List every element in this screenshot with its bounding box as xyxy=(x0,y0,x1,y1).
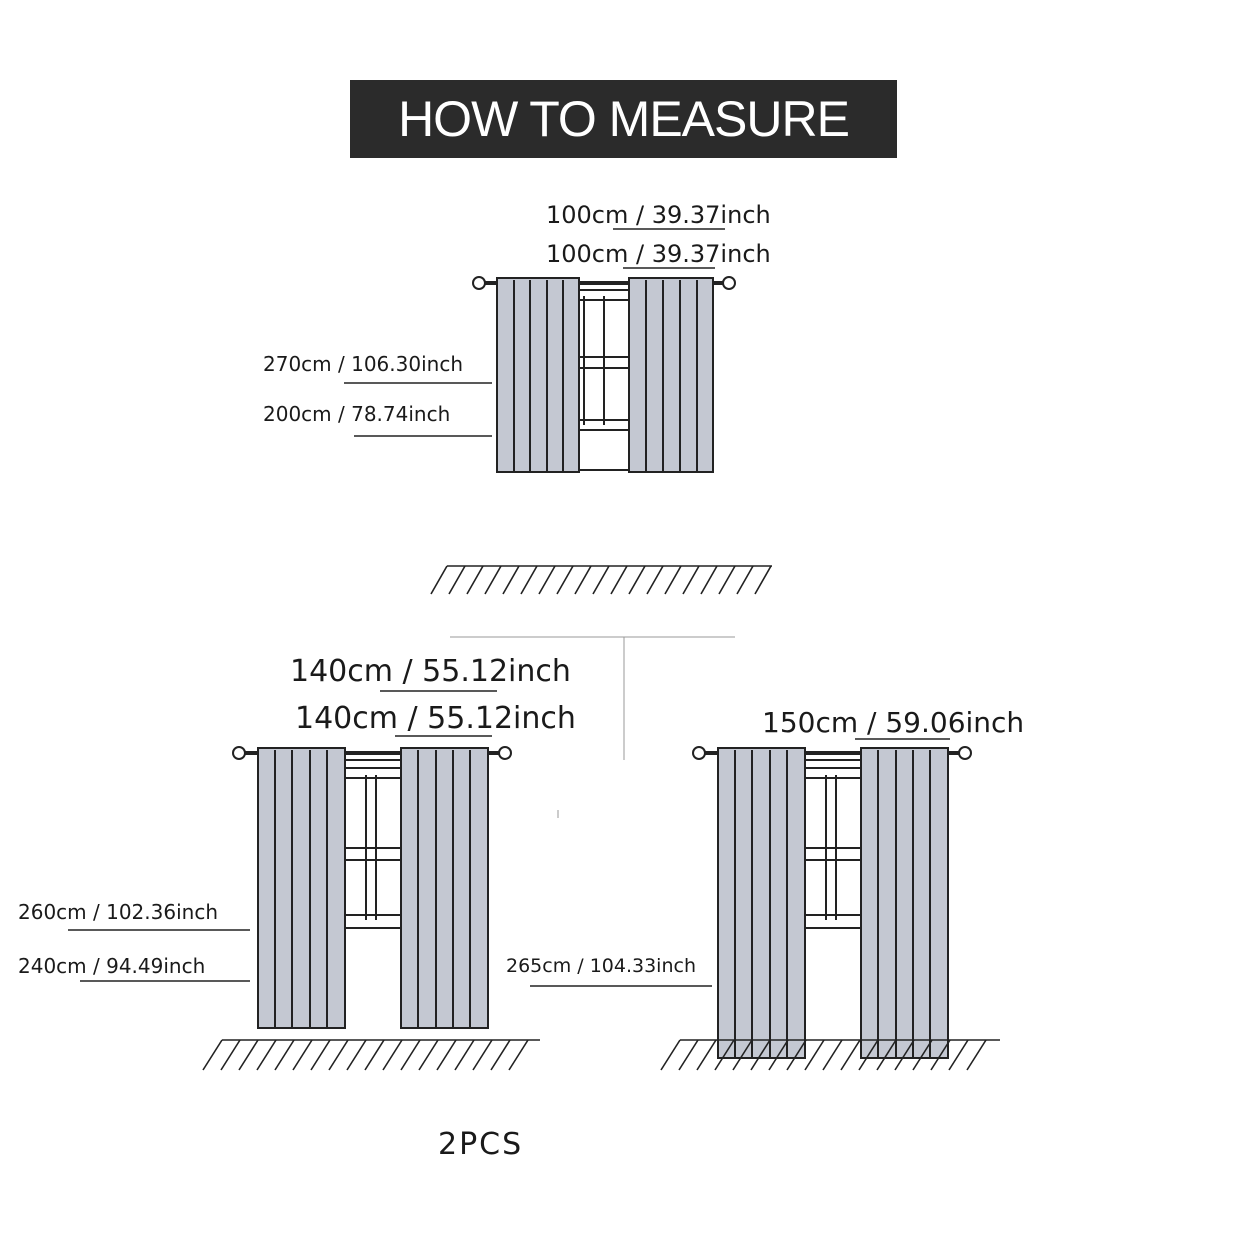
curtain-panel-left xyxy=(718,748,805,1058)
curtain-panel-left xyxy=(258,748,345,1028)
floor-hatch xyxy=(203,1040,540,1070)
length-label: 260cm / 102.36inch xyxy=(18,900,218,924)
curtain-panel-right xyxy=(401,748,488,1028)
length-label: 240cm / 94.49inch xyxy=(18,954,206,978)
window-frame xyxy=(805,760,861,928)
window-frame xyxy=(578,290,630,470)
curtain-panel-right xyxy=(629,278,713,472)
width-label: 140cm / 55.12inch xyxy=(295,701,576,736)
window-frame xyxy=(345,760,401,928)
width-label: 100cm / 39.37inch xyxy=(546,201,771,229)
diagram3-drawing xyxy=(530,739,1000,1070)
floor-hatch xyxy=(661,1040,1000,1070)
diagram2-drawing xyxy=(68,691,540,1070)
length-label: 200cm / 78.74inch xyxy=(263,402,451,426)
width-label: 100cm / 39.37inch xyxy=(546,240,771,268)
width-label: 140cm / 55.12inch xyxy=(290,654,571,689)
floor-hatch xyxy=(431,566,772,594)
quantity-label: 2PCS xyxy=(438,1127,524,1162)
page-title: HOW TO MEASURE xyxy=(398,91,849,147)
curtain-panel-right xyxy=(861,748,948,1058)
width-label: 150cm / 59.06inch xyxy=(762,706,1025,739)
curtain-panel-left xyxy=(497,278,579,472)
length-label: 265cm / 104.33inch xyxy=(506,955,696,977)
length-label: 270cm / 106.30inch xyxy=(263,352,463,376)
